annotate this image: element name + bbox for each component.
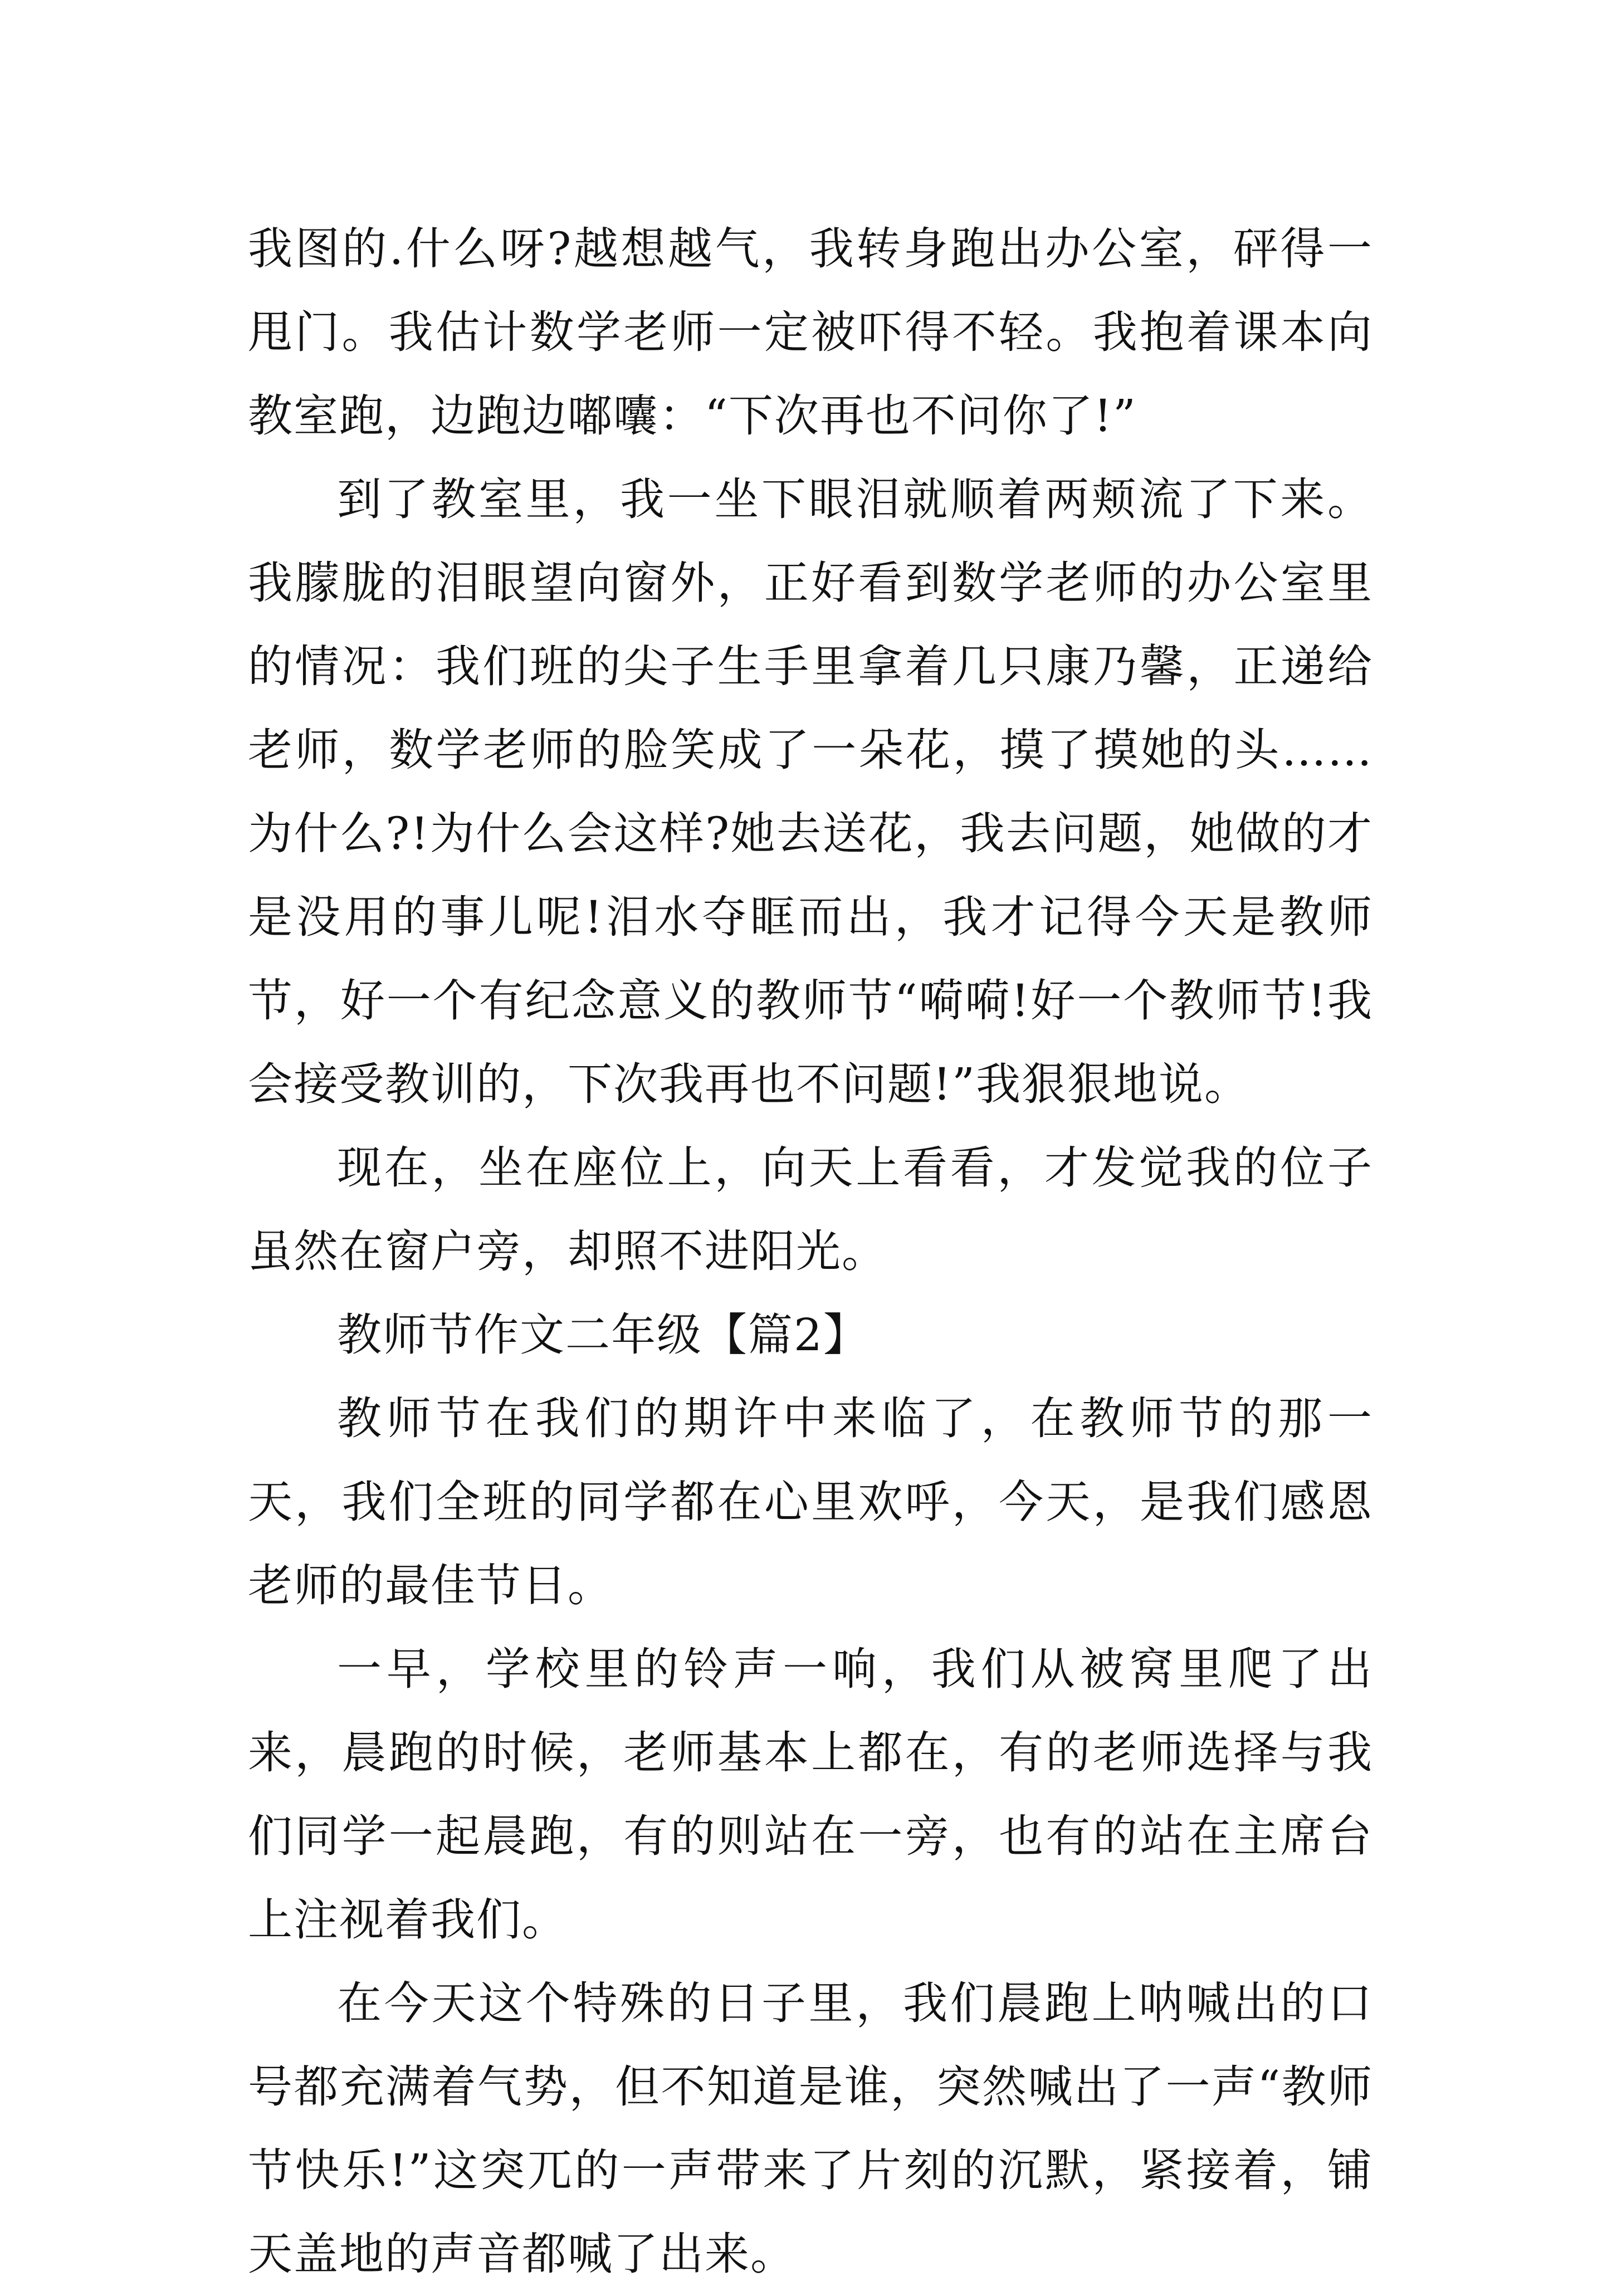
document-body	[248, 207, 1373, 2296]
section-heading: 教师节作文二年级【篇2】	[337, 1309, 869, 1361]
paragraph-3: 现在，坐在座位上，向天上看看，才发觉我的位子虽然在窗户旁，却照不进阳光。	[248, 1142, 1373, 1277]
paragraph-4: 教师节在我们的期许中来临了，在教师节的那一天，我们全班的同学都在心里欢呼，今天，是我们感恩老师的最佳节日。	[248, 1393, 1373, 1611]
paragraph-1: 我图的.什么呀?越想越气，我转身跑出办公室，砰得一甩门。我估计数学老师一定被吓得不轻。我抱着课本向教室跑，边跑边嘟囔：“下次再也不问你了!”	[248, 223, 1373, 442]
paragraph-2: 到了教室里，我一坐下眼泪就顺着两颊流了下来。我朦胧的泪眼望向窗外，正好看到数学老师的办公室里的情况：我们班的尖子生手里拿着几只康乃馨，正递给老师，数学老师的脸笑成了一朵花，摸了摸她的头……为什么?!为什么会这样?她去送花，我去问题，她做的才是没用的事儿呢!泪水夺眶而出，我才记得今天是教师节，好一个有纪念意义的教师节“嗬嗬!好一个教师节!我会接受教训的，下次我再也不问题!”我狠狠地说。	[248, 473, 1373, 1110]
paragraph-6: 在今天这个特殊的日子里，我们晨跑上呐喊出的口号都充满着气势，但不知道是谁，突然喊出了一声“教师节快乐!”这突兀的一声带来了片刻的沉默，紧接着，铺天盖地的声音都喊了出来。	[248, 1977, 1373, 2280]
paragraph-5: 一早，学校里的铃声一响，我们从被窝里爬了出来，晨跑的时候，老师基本上都在，有的老师选择与我们同学一起晨跑，有的则站在一旁，也有的站在主席台上注视着我们。	[248, 1643, 1373, 1946]
